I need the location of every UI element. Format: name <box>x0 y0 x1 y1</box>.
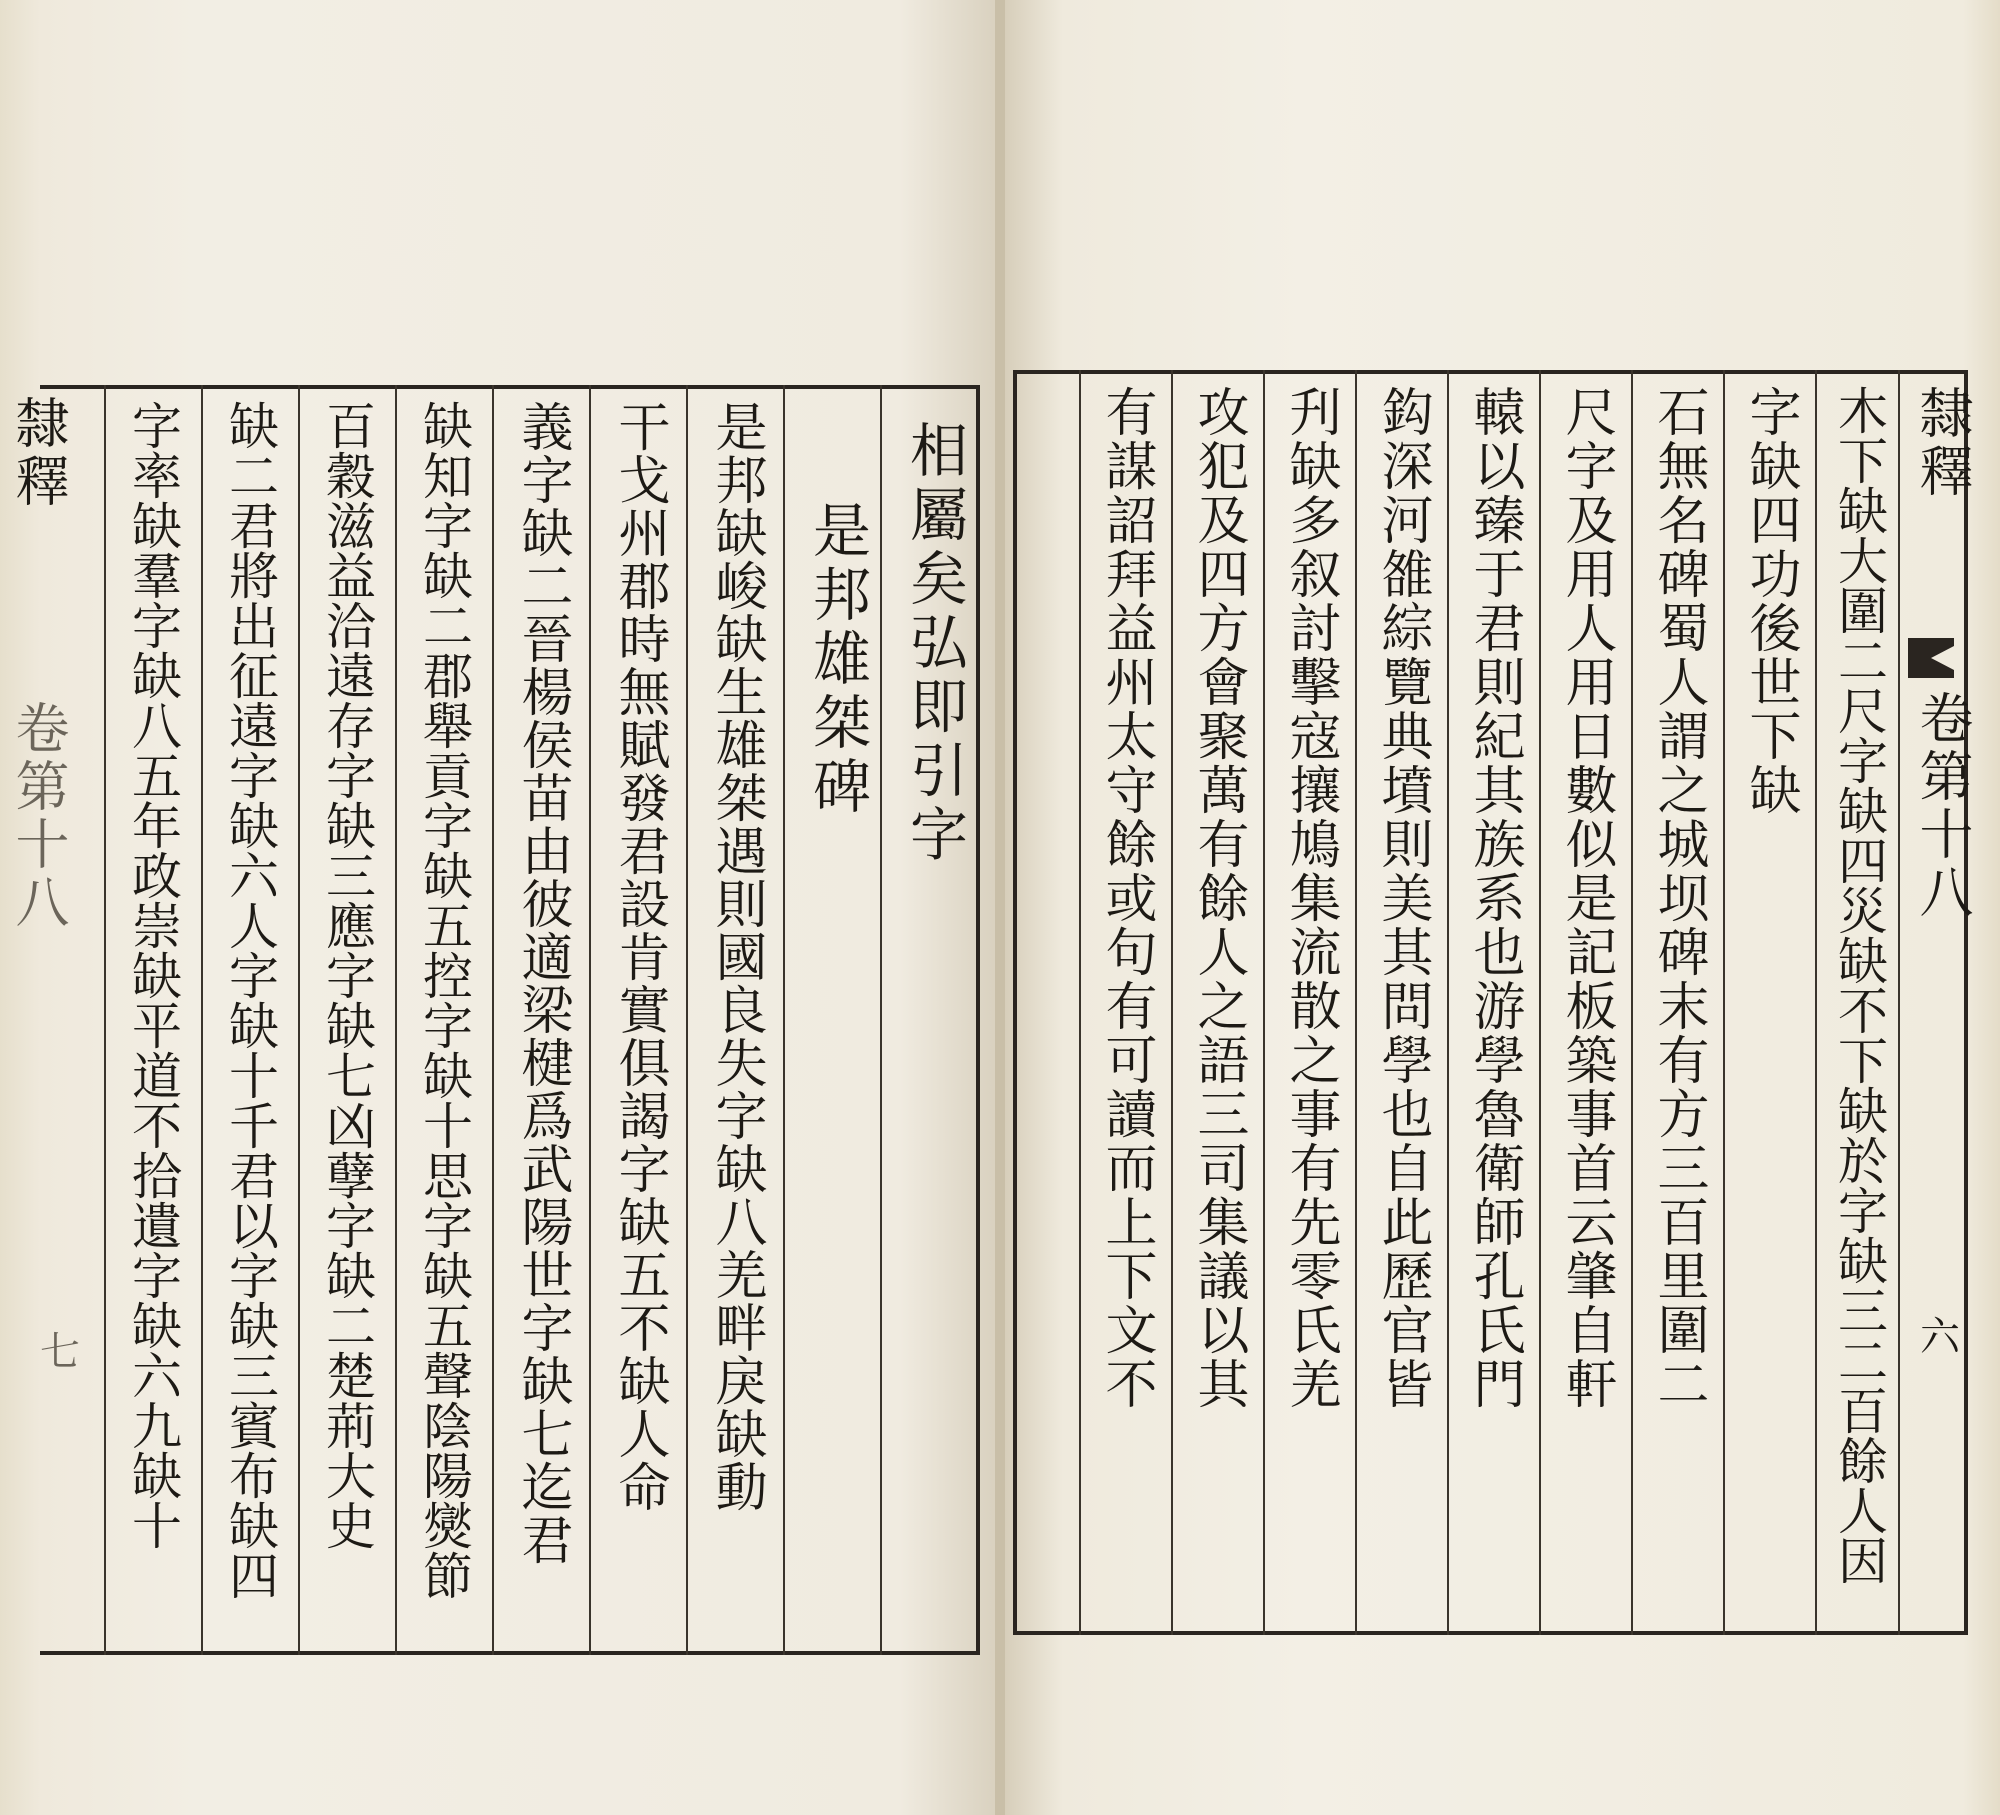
left-column-rule <box>783 385 785 1655</box>
right-text-column: 字缺四功後世下缺 <box>1740 385 1800 817</box>
left-text-column: 百穀滋益洽遠存字缺三應字缺七凶孽字缺二楚荊大史 <box>318 400 376 1550</box>
right-page-number: 六 <box>1920 1314 1960 1360</box>
left-column-rule <box>201 385 203 1655</box>
left-column-rule <box>589 385 591 1655</box>
left-column-rule <box>492 385 494 1655</box>
right-column-rule <box>1723 370 1725 1635</box>
right-text-column: 有謀詔拜益州太守餘或句有可讀而上下文不 <box>1096 385 1156 1411</box>
right-text-column: 鈎深河雒綜覽典墳則美其問學也自此歷官皆 <box>1372 385 1432 1411</box>
right-column-rule <box>1631 370 1633 1635</box>
right-column-rule <box>1815 370 1817 1635</box>
left-column-rule <box>298 385 300 1655</box>
right-text-column: 石無名碑蜀人謂之城坝碑末有方三百里圍二 <box>1648 385 1708 1411</box>
right-text-column: 轅以臻于君則紀其族系也游學魯衛師孔氏門 <box>1464 385 1524 1411</box>
right-margin-title: 隸釋 <box>1911 385 1974 501</box>
right-column-rule <box>1539 370 1541 1635</box>
left-text-column: 字率缺羣字缺八五年政崇缺平道不拾遺字缺六九缺十 <box>124 400 182 1550</box>
left-column-rule <box>104 385 106 1655</box>
left-column-rule <box>880 385 882 1655</box>
left-margin-title: 隸釋 <box>7 395 70 511</box>
left-text-column: 缺二君將出征遠字缺六人字缺十千君以字缺三賓布缺四 <box>221 400 279 1600</box>
left-text-column: 義字缺二晉楊侯苗由彼適梁楗爲武陽世字缺七迄君 <box>512 400 572 1566</box>
right-margin-volume: 卷第十八 <box>1911 690 1974 922</box>
book-gutter <box>995 0 1005 1815</box>
right-text-column: 木下缺大圍二尺字缺四災缺不下缺於字缺三二百餘人因 <box>1830 385 1888 1585</box>
left-text-column: 干戈州郡時無賦發君設肯實俱謁字缺五不缺人命 <box>609 400 669 1513</box>
right-column-rule <box>1447 370 1449 1635</box>
right-text-column: 尺字及用人用日數似是記板築事首云肇自軒 <box>1556 385 1616 1411</box>
right-column-rule <box>1898 370 1900 1635</box>
left-text-column: 是邦缺峻缺生雄桀遇則國良失字缺八羌畔戾缺動 <box>706 400 766 1513</box>
right-text-column: 刋缺多叙討擊寇攘鳩集流散之事有先零氏羌 <box>1280 385 1340 1411</box>
right-column-rule <box>1355 370 1357 1635</box>
right-column-rule <box>1263 370 1265 1635</box>
right-text-column: 攻犯及四方會聚萬有餘人之語三司集議以其 <box>1188 385 1248 1411</box>
left-margin-volume: 卷第十八 <box>7 700 70 932</box>
left-text-column: 缺知字缺二郡舉貢字缺五控字缺十思字缺五聲陰陽爕節 <box>415 400 473 1600</box>
left-column-rule <box>395 385 397 1655</box>
left-text-column: 是邦雄桀碑 <box>803 500 871 820</box>
left-page-number: 七 <box>40 1329 80 1375</box>
left-column-rule <box>686 385 688 1655</box>
right-column-rule <box>1171 370 1173 1635</box>
right-column-rule <box>1079 370 1081 1635</box>
fish-tail-mark-icon <box>1908 638 1954 678</box>
left-text-column: 相屬矣弘即引字 <box>900 420 968 868</box>
